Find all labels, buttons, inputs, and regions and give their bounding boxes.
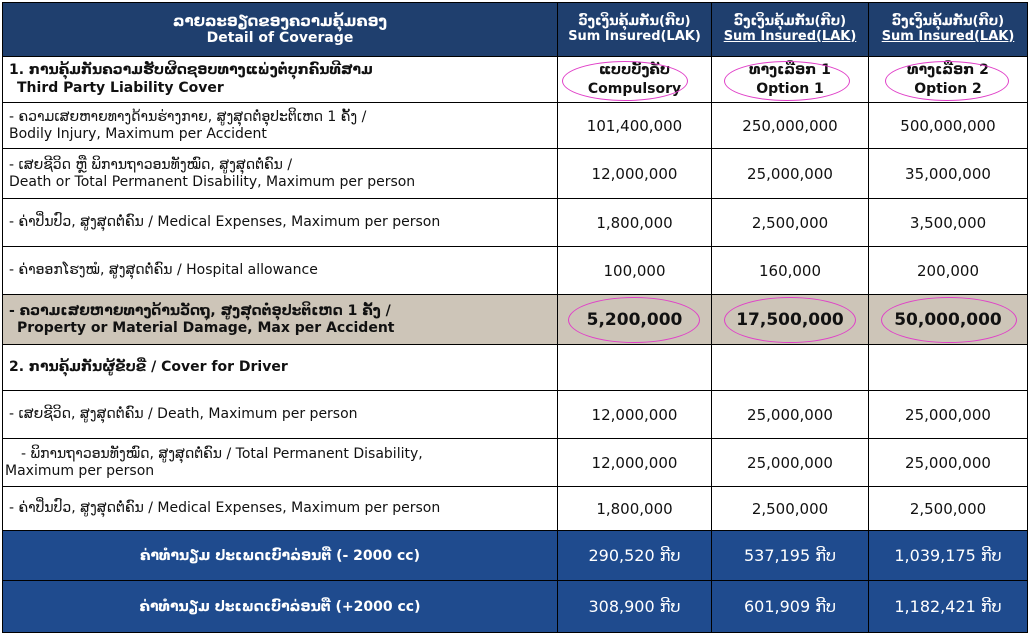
- value-compulsory: 101,400,000: [558, 103, 712, 149]
- table-row: [3, 487, 1028, 531]
- detail-header-lo: ລາຍລະອຽດຂອງຄວາມຄຸ້ມຄອງ: [172, 11, 388, 30]
- value-option1: 250,000,000: [712, 103, 869, 149]
- value-compulsory: 100,000: [558, 247, 712, 295]
- premium-option1: 601,909 ກີບ: [712, 581, 869, 633]
- row-line1: - ຄວາມເສຍຫາຍທາງດ້ານຮ່າງກາຍ, ສູງສຸດຕໍ່ອຸປະຕິເຫດ 1 ຄັ້ງ /: [9, 108, 367, 125]
- section2-title: 2. ການຄຸ້ມກັນຜູ້ຂັບຂີ່ / Cover for Driver: [3, 345, 558, 391]
- empty-cell: [712, 345, 869, 391]
- row-line1: - ເສຍຊີວິດ ຫຼື ພິການຖາວອນທັງໝົດ, ສູງສຸດຕໍ່ຄົນ /: [9, 156, 293, 173]
- table-row: [3, 149, 1028, 199]
- premium-option1: 537,195 ກີບ: [712, 531, 869, 581]
- value-option2: 500,000,000: [869, 103, 1028, 149]
- row-description: [3, 199, 558, 247]
- option-en: Compulsory: [587, 80, 682, 97]
- sum-header-en: Sum Insured(LAK): [568, 28, 701, 44]
- row-description: [3, 295, 558, 345]
- premium-option2: 1,182,421 ກີບ: [869, 581, 1028, 633]
- table-row: [3, 391, 1028, 439]
- option-compulsory: [558, 57, 712, 103]
- empty-cell: [869, 345, 1028, 391]
- option-lo: ທາງເລືອກ 1: [749, 62, 831, 79]
- sum-header-compulsory: [558, 3, 712, 57]
- sum-header-en: Sum Insured(LAK): [723, 28, 857, 44]
- value-compulsory: 1,800,000: [558, 199, 712, 247]
- value-compulsory: 12,000,000: [558, 149, 712, 199]
- table-row: [3, 247, 1028, 295]
- row-line1: - ຄ່າອອກໂຮງໝໍ, ສູງສຸດຕໍ່ຄົນ / Hospital allowance: [9, 262, 318, 279]
- value-option1: [712, 295, 869, 345]
- sum-header-option1: [712, 3, 869, 57]
- value-option1: 2,500,000: [712, 199, 869, 247]
- value-option2: [869, 295, 1028, 345]
- value-option2: 25,000,000: [869, 391, 1028, 439]
- empty-cell: [558, 345, 712, 391]
- row-description: [3, 103, 558, 149]
- value-option1: 160,000: [712, 247, 869, 295]
- premium-row: [3, 581, 1028, 633]
- value-compulsory: 12,000,000: [558, 439, 712, 487]
- section1-title: [3, 57, 558, 103]
- detail-header-en: Detail of Coverage: [206, 30, 354, 47]
- option-lo: ແບບບັງຄັບ: [598, 62, 671, 79]
- value-compulsory: 12,000,000: [558, 391, 712, 439]
- sum-header-en: Sum Insured(LAK): [881, 28, 1015, 44]
- premium-label: ຄ່າທຳນຽມ ປະເພດເບົາລ່ອນຕື (+2000 cc): [3, 581, 558, 633]
- row-line1: - ຄ່າປິ່ນປົວ, ສູງສຸດຕໍ່ຄົນ / Medical Expenses, Maximum per person: [9, 500, 441, 517]
- value-compulsory: 1,800,000: [558, 487, 712, 531]
- value-option1: 25,000,000: [712, 149, 869, 199]
- value-option2: 25,000,000: [869, 439, 1028, 487]
- value-option2: 200,000: [869, 247, 1028, 295]
- value-text: 17,500,000: [736, 309, 844, 330]
- option-en: Option 2: [914, 80, 982, 97]
- premium-label: ຄ່າທຳນຽມ ປະເພດເບົາລ່ອນຕື (- 2000 cc): [3, 531, 558, 581]
- value-option2: 2,500,000: [869, 487, 1028, 531]
- table-row: [3, 439, 1028, 487]
- value-option1: 25,000,000: [712, 391, 869, 439]
- property-damage-row: [3, 295, 1028, 345]
- row-description: [3, 487, 558, 531]
- option-lo: ທາງເລືອກ 2: [907, 62, 989, 79]
- value-option2: 3,500,000: [869, 199, 1028, 247]
- sum-header-option2: [869, 3, 1028, 57]
- sum-header-lo: ວົງເງິນຄຸ້ມກັນ(ກີບ): [733, 13, 847, 29]
- row-description: [3, 149, 558, 199]
- premium-row: [3, 531, 1028, 581]
- value-text: 50,000,000: [894, 309, 1002, 330]
- value-option1: 2,500,000: [712, 487, 869, 531]
- row-line1: - ພິການຖາວອນທັງໝົດ, ສູງສຸດຕໍ່ຄົນ / Total Permanent Disability,: [21, 445, 423, 462]
- table-row: [3, 103, 1028, 149]
- row-description: [3, 247, 558, 295]
- premium-compulsory: 308,900 ກີບ: [558, 581, 712, 633]
- value-compulsory: [558, 295, 712, 345]
- option-1: [712, 57, 869, 103]
- coverage-table: [2, 2, 1028, 633]
- sum-header-lo: ວົງເງິນຄຸ້ມກັນ(ກີບ): [891, 13, 1005, 29]
- value-text: 5,200,000: [586, 309, 683, 330]
- premium-compulsory: 290,520 ກີບ: [558, 531, 712, 581]
- header-row: [3, 3, 1028, 57]
- row-line2: Property or Material Damage, Max per Accident: [17, 319, 395, 336]
- section2-row: [3, 345, 1028, 391]
- row-line2: Death or Total Permanent Disability, Maximum per person: [9, 173, 416, 190]
- sum-header-lo: ວົງເງິນຄຸ້ມກັນ(ກີບ): [578, 13, 691, 29]
- row-line2: Bodily Injury, Maximum per Accident: [9, 125, 267, 142]
- premium-option2: 1,039,175 ກີບ: [869, 531, 1028, 581]
- row-line1: - ຄວາມເສຍຫາຍທາງດ້ານວັດຖຸ, ສູງສຸດຕໍ່ອຸປະຕິເຫດ 1 ຄັ້ງ /: [9, 302, 391, 319]
- value-option1: 25,000,000: [712, 439, 869, 487]
- section1-title-lo: 1. ການຄຸ້ມກັນຄວາມຮັບຜິດຊອບທາງແພ່ງຕໍ່ບຸກຄົນທີສາມ: [9, 62, 373, 78]
- row-description: [3, 391, 558, 439]
- value-option2: 35,000,000: [869, 149, 1028, 199]
- row-line2: Maximum per person: [5, 462, 155, 479]
- row-line1: - ຄ່າປິ່ນປົວ, ສູງສຸດຕໍ່ຄົນ / Medical Expenses, Maximum per person: [9, 214, 441, 231]
- row-line1: - ເສຍຊີວິດ, ສູງສຸດຕໍ່ຄົນ / Death, Maximum per person: [9, 406, 358, 423]
- option-en: Option 1: [756, 80, 824, 97]
- table-row: [3, 199, 1028, 247]
- section1-row: [3, 57, 1028, 103]
- option-2: [869, 57, 1028, 103]
- section1-title-en: Third Party Liability Cover: [17, 79, 224, 96]
- row-description: [3, 439, 558, 487]
- detail-header: [3, 3, 558, 57]
